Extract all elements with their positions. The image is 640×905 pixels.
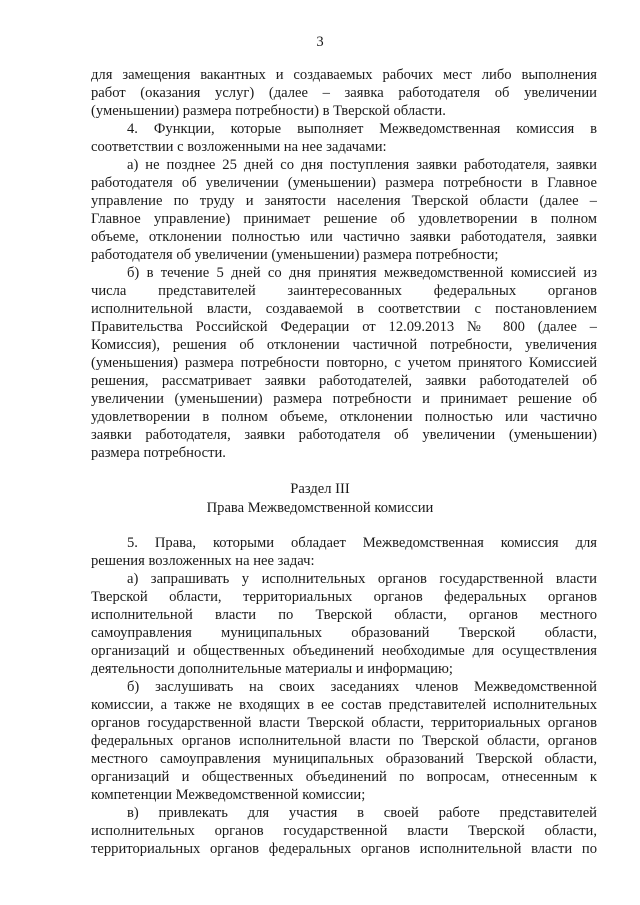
text-line: 4. Функции, которые выполняет Межведомственная комиссия в bbox=[127, 121, 597, 137]
paragraph-intro bbox=[91, 66, 597, 120]
paragraph-5 bbox=[91, 534, 597, 570]
text-line: работодателя об увеличении (уменьшении) размера потребности; bbox=[91, 247, 499, 263]
text-line: местного самоуправления муниципальных образований Тверской области, bbox=[91, 751, 597, 767]
text-line: федеральных органов исполнительной власти по Тверской области, органов bbox=[91, 733, 597, 749]
text-line: соответствии с возложенными на нее задачами: bbox=[91, 139, 387, 155]
text-line: самоуправления муниципальных образований Тверской области, bbox=[91, 625, 597, 641]
text-line: а) запрашивать у исполнительных органов государственной власти bbox=[127, 571, 597, 587]
text-line: заявки работодателя, заявки работодателя об увеличении (уменьшении) bbox=[91, 427, 597, 443]
text-line: организаций и общественных объединений необходимые для осуществления bbox=[91, 643, 597, 659]
text-line: органов государственной власти Тверской области, территориальных органов bbox=[91, 715, 597, 731]
text-line: решения, рассматривает заявки работодателей, заявки работодателей об bbox=[91, 373, 597, 389]
text-line: удовлетворении в полном объеме, отклонении полностью или частично bbox=[91, 409, 597, 425]
text-line: территориальных органов федеральных органов исполнительной власти по bbox=[91, 841, 597, 857]
text-line: (уменьшении) размера потребности) в Тверской области. bbox=[91, 103, 446, 119]
text-line: управление по труду и занятости населения Тверской области (далее – bbox=[91, 193, 597, 209]
text-line: исполнительной власти по Тверской области, органов местного bbox=[91, 607, 597, 623]
paragraph-4b bbox=[91, 264, 597, 462]
paragraph-5a bbox=[91, 570, 597, 678]
paragraph-4 bbox=[91, 120, 597, 156]
text-line: увеличении (уменьшении) размера потребности и принимает решение об bbox=[91, 391, 597, 407]
text-line: Комиссия), решения об отклонении частичной потребности, увеличения bbox=[91, 337, 597, 353]
page-number: 3 bbox=[316, 34, 324, 50]
text-line: Главное управление) принимает решение об удовлетворении в полном bbox=[91, 211, 597, 227]
paragraph-5b bbox=[91, 678, 597, 804]
text-line: решения возложенных на нее задач: bbox=[91, 553, 315, 569]
text-line: размера потребности. bbox=[91, 445, 226, 461]
text-line: для замещения вакантных и создаваемых рабочих мест либо выполнения bbox=[91, 67, 597, 83]
text-line: компетенции Межведомственной комиссии; bbox=[91, 787, 366, 803]
text-line: деятельности дополнительные материалы и информацию; bbox=[91, 661, 453, 677]
text-line: организаций и общественных объединений по вопросам, отнесенным к bbox=[91, 769, 597, 785]
text-line: б) в течение 5 дней со дня принятия межведомственной комиссией из bbox=[127, 265, 597, 281]
text-line: Правительства Российской Федерации от 12.09.2013 № 800 (далее – bbox=[91, 319, 597, 335]
text-line: б) заслушивать на своих заседаниях членов Межведомственной bbox=[127, 679, 597, 695]
text-line: в) привлекать для участия в своей работе представителей bbox=[127, 805, 597, 821]
paragraph-4a bbox=[91, 156, 597, 264]
text-line: исполнительных органов государственной власти Тверской области, bbox=[91, 823, 597, 839]
text-line: 5. Права, которыми обладает Межведомственная комиссия для bbox=[127, 535, 597, 551]
text-line: а) не позднее 25 дней со дня поступления заявки работодателя, заявки bbox=[127, 157, 597, 173]
text-line: работ (оказания услуг) (далее – заявка работодателя об увеличении bbox=[91, 85, 597, 101]
text-line: Тверской области, территориальных органов федеральных органов bbox=[91, 589, 597, 605]
text-line: (уменьшения) размера потребности повторно, с учетом принятого Комиссией bbox=[91, 355, 597, 371]
text-line: числа представителей заинтересованных федеральных органов bbox=[91, 283, 597, 299]
text-line: работодателя об увеличении (уменьшении) размера потребности в Главное bbox=[91, 175, 597, 191]
section-title: Права Межведомственной комиссии bbox=[206, 500, 434, 516]
text-line: исполнительной власти, создаваемой в соответствии с постановлением bbox=[91, 301, 597, 317]
text-line: объеме, отклонении полностью или частично заявки работодателя, заявки bbox=[91, 229, 597, 245]
paragraph-5v bbox=[91, 804, 597, 858]
section-number: Раздел III bbox=[290, 481, 350, 497]
text-line: комиссии, а также не входящих в ее состав представителей исполнительных bbox=[91, 697, 597, 713]
